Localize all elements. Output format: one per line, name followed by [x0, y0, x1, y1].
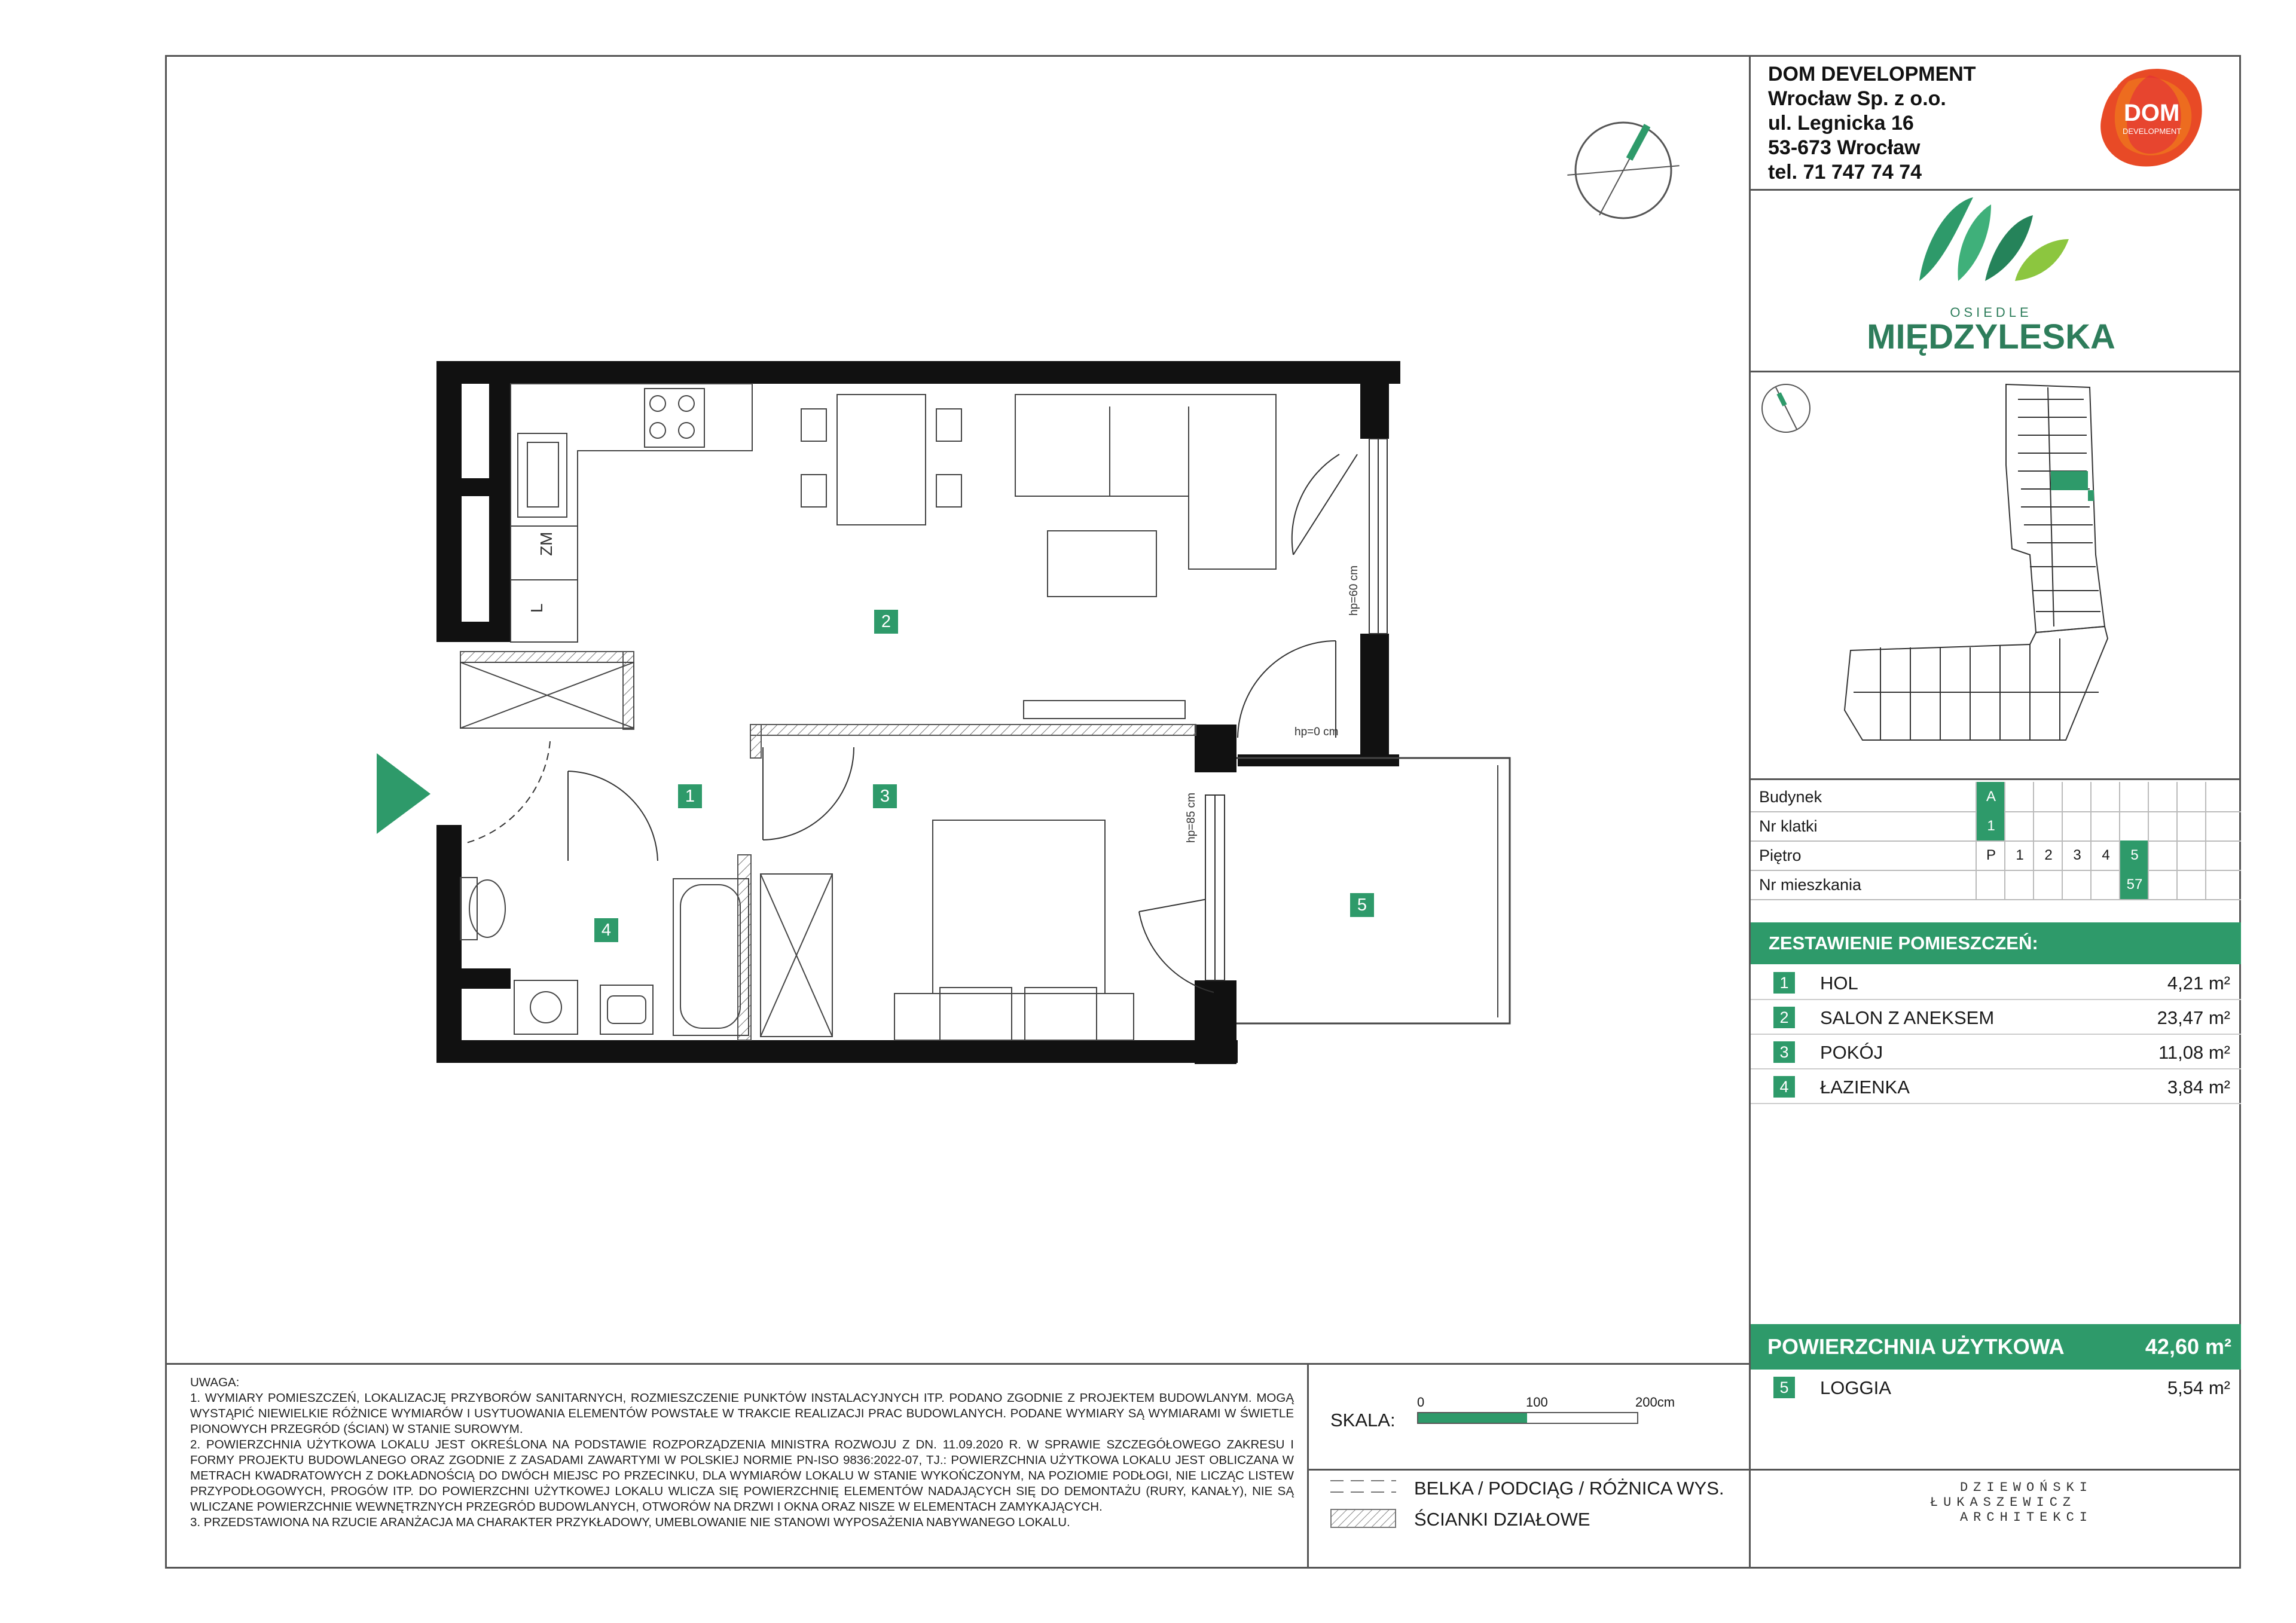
company-name: DOM DEVELOPMENT	[1768, 63, 1976, 85]
furniture	[460, 395, 1276, 1040]
klatka-value: 1	[1976, 811, 2005, 840]
scale-tick-100: 100	[1526, 1395, 1548, 1410]
partition-walls	[460, 652, 1196, 1040]
label-dishwasher: L	[527, 603, 546, 613]
mieszkanie-label: Nr mieszkania	[1759, 876, 1862, 894]
floor-cell-active: 5	[2119, 840, 2149, 870]
room-tag: 1	[678, 784, 702, 808]
rooms-header	[1751, 922, 2241, 964]
row-budynek	[1751, 782, 2241, 812]
row-mieszkanie	[1751, 870, 2241, 900]
rooms-header-text: ZESTAWIENIE POMIESZCZEŃ:	[1769, 933, 2038, 953]
estate-name: MIĘDZYLESKA	[1867, 317, 2115, 356]
divider-bottom	[1307, 1469, 2241, 1471]
note-1: 1. WYMIARY POMIESZCZEŃ, LOKALIZACJĘ PRZYBORÓW SANITARNYCH, ROZMIESZCZENIE PUNKTÓW INSTALACYJNYCH ITP. PODANO ZGODNIE Z PROJEKTEM BUDOWLANYM. MOGĄ WYSTĄPIĆ NIEWIELKIE RÓŻNICE WYMIARÓW I USYTUOWANIA ELEMENTÓW POWSTAŁE W TRAKCIE REALIZACJI PRAC BUDOWLANYCH. PODANE WYMIARY SĄ WYMIARAMI W ŚWIETLE PIONOWYCH PRZEGRÓD (ŚCIAN) W STANIE SUROWYM.	[190, 1391, 1294, 1436]
floor-cell: P	[1976, 840, 2005, 870]
notes-title: UWAGA:	[190, 1376, 240, 1389]
klatka-label: Nr klatki	[1759, 817, 1818, 835]
total-area-value: 42,60 m²	[2145, 1334, 2231, 1359]
room-tag: 3	[873, 784, 897, 808]
notes-block	[190, 1375, 1294, 1530]
legend-beam-label: BELKA / PODCIĄG / RÓŻNICA WYS.	[1414, 1478, 1724, 1499]
note-3: 3. PRZEDSTAWIONA NA RZUCIE ARANŻACJA MA CHARAKTER PRZYKŁADOWY, UMEBLOWANIE NIE STANOWI WYPOSAŻENIA NABYWANEGO LOKALU.	[190, 1515, 1070, 1529]
osiedle-miedzyleska-logo	[1867, 191, 2115, 371]
budynek-value: A	[1976, 782, 2005, 811]
label-window-height-85: hp=85 cm	[1185, 793, 1198, 843]
company-phone: tel. 71 747 74 74	[1768, 161, 1922, 184]
floor-cell: 2	[2033, 840, 2063, 870]
legend-beam-icon	[1330, 1478, 1396, 1496]
legend-walls-icon	[1330, 1509, 1396, 1528]
scale-tick-200: 200cm	[1635, 1395, 1675, 1410]
company-city: 53-673 Wrocław	[1768, 136, 1921, 159]
building-key-plan	[1755, 375, 2239, 776]
room-row: 4 ŁAZIENKA 3,84 m²	[1751, 1069, 2241, 1104]
divider-keyplan	[1749, 778, 2241, 780]
north-compass-icon	[1573, 120, 1674, 221]
floor-cell: 1	[2004, 840, 2034, 870]
keyplan-compass-icon	[1762, 384, 1810, 432]
note-2: 2. POWIERZCHNIA UŻYTKOWA LOKALU JEST OKREŚLONA NA PODSTAWIE ROZPORZĄDZENIA MINISTRA ROZWOJU Z DN. 11.09.2020 R. W SPRAWIE SZCZEGÓŁOWEGO ZAKRESU I FORMY PROJEKTU BUDOWLANEGO ORAZ ZGODNIE Z ZASADAMI ZAWARTYMI W POLSKIEJ NORMIE PN-ISO 9836:2022-07, TJ.: POWIERZCHNIA UŻYTKOWA LOKALU JEST OBLICZANA W METRACH KWADRATOWYCH Z DOKŁADNOŚCIĄ DO DWÓCH MIEJSC PO PRZECINKU, DLA WYMIARÓW LOKALU W STANIE WYKOŃCZONYM, NA POZIOMIE PODŁOGI, NIE LICZĄC LISTEW PRZYPODŁOGOWYCH, PROGÓW ITP. DO POWIERZCHNI UŻYTKOWEJ LOKALU WLICZA SIĘ POWIERZCHNIĘ ELEMENTÓW NADAJĄCYCH SIĘ DO DEMONTAŻU (RURY, KANAŁY), NIE SĄ WLICZANE POWIERZCHNIE WEWNĘTRZNYCH PRZEGRÓD BUDOWLANYCH, OTWORÓW NA DRZWI I OKNA ORAZ NISZE W ELEMENTACH ZAMYKAJĄCYCH.	[190, 1438, 1294, 1514]
total-area-band	[1751, 1324, 2241, 1370]
architect-line2: ŁUKASZEWICZ	[1929, 1495, 2077, 1510]
notes-divider	[1307, 1363, 1309, 1569]
loggia-outline	[1236, 758, 1510, 1023]
total-area-label: POWIERZCHNIA UŻYTKOWA	[1767, 1334, 2065, 1359]
floor-cell: 3	[2062, 840, 2092, 870]
room-row: 1 HOL 4,21 m²	[1751, 965, 2241, 1000]
pietro-label: Piętro	[1759, 846, 1802, 864]
scale-bar	[1417, 1412, 1638, 1424]
divider-estate	[1749, 371, 2241, 372]
company-address	[1768, 62, 1976, 185]
room-tag: 2	[874, 610, 898, 634]
architect-line1: DZIEWOŃSKI	[1959, 1480, 2093, 1495]
company-street: ul. Legnicka 16	[1768, 112, 1914, 135]
label-window-height-60: hp=60 cm	[1348, 566, 1360, 616]
architect-logo	[1913, 1480, 2093, 1525]
estate-small-label: OSIEDLE	[1950, 305, 2032, 320]
loggia-row: 5 LOGGIA 5,54 m²	[1751, 1370, 2241, 1404]
exterior-walls	[436, 361, 1400, 1064]
floor-plan	[359, 353, 1543, 1100]
label-door-height-0: hp=0 cm	[1294, 726, 1339, 738]
room-tag: 5	[1350, 893, 1374, 917]
scale-tick-0: 0	[1417, 1395, 1425, 1410]
scale-label: SKALA:	[1330, 1410, 1396, 1431]
kitchen-counter	[511, 384, 752, 642]
company-line2: Wrocław Sp. z o.o.	[1768, 87, 1946, 110]
mieszkanie-value: 57	[2119, 870, 2149, 899]
entrance-arrow-icon	[377, 753, 430, 834]
logo-text: DOM	[2124, 100, 2180, 126]
architect-line3: ARCHITEKCI	[1959, 1510, 2093, 1525]
budynek-label: Budynek	[1759, 788, 1822, 806]
room-row: 3 POKÓJ 11,08 m²	[1751, 1035, 2241, 1069]
floor-cell: 4	[2090, 840, 2120, 870]
legend-walls-label: ŚCIANKI DZIAŁOWE	[1414, 1509, 1590, 1530]
row-klatka	[1751, 811, 2241, 842]
room-tag: 4	[594, 918, 618, 942]
label-fridge: ZM	[537, 531, 555, 556]
row-pietro	[1751, 840, 2241, 871]
room-row: 2 SALON Z ANEKSEM 23,47 m²	[1751, 1000, 2241, 1035]
logo-subtext: DEVELOPMENT	[2123, 127, 2182, 136]
keyplan-apartment-highlight	[2051, 471, 2088, 490]
dom-development-logo	[2093, 63, 2212, 171]
divider-company	[1749, 189, 2241, 191]
